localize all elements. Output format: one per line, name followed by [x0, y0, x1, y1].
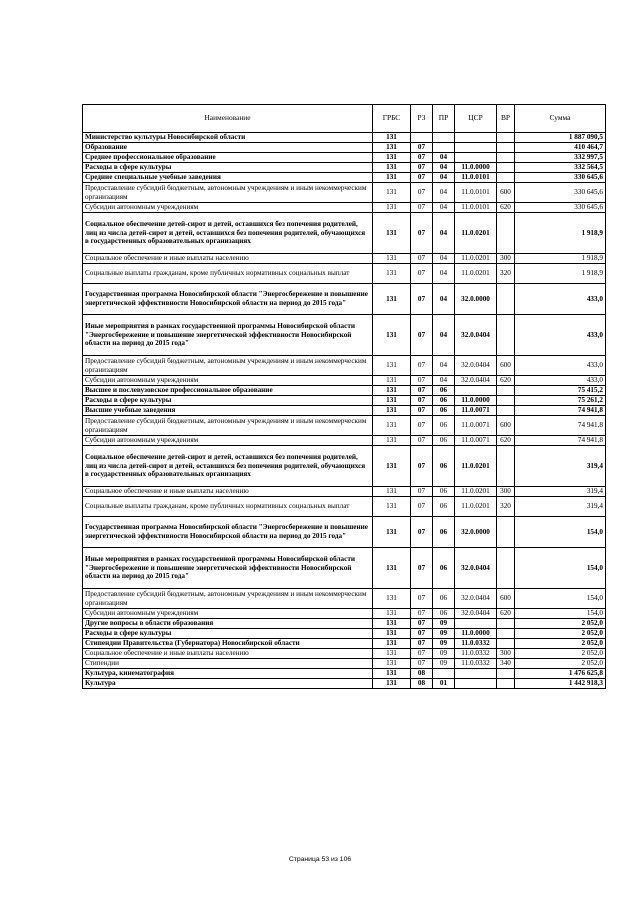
cell-vr: 620	[497, 203, 515, 213]
cell-grbs: 131	[373, 315, 411, 356]
cell-vr: 600	[497, 356, 515, 376]
cell-vr	[497, 679, 515, 689]
cell-grbs: 131	[373, 143, 411, 153]
cell-sum: 1 887 090,5	[515, 133, 606, 143]
cell-vr: 300	[497, 649, 515, 659]
cell-sum: 319,4	[515, 487, 606, 497]
table-header-row	[83, 105, 606, 133]
table-row	[83, 386, 606, 396]
cell-pr: 06	[433, 487, 455, 497]
cell-pr: 01	[433, 679, 455, 689]
cell-pr: 04	[433, 376, 455, 386]
cell-name: Государственная программа Новосибирской области "Энергосбережение и повышение энергетической эффективности Новосибирской области на период до 2015 года"	[83, 284, 373, 315]
cell-pr: 04	[433, 356, 455, 376]
cell-csr	[455, 133, 497, 143]
cell-grbs: 131	[373, 183, 411, 203]
cell-sum: 1 918,9	[515, 254, 606, 264]
cell-vr	[497, 639, 515, 649]
cell-vr	[497, 548, 515, 589]
header-name: Наименование	[83, 105, 373, 133]
cell-grbs: 131	[373, 548, 411, 589]
cell-sum: 75 415,2	[515, 386, 606, 396]
cell-grbs: 131	[373, 406, 411, 416]
cell-csr: 11.0.0201	[455, 254, 497, 264]
table-row	[83, 446, 606, 487]
table-row	[83, 254, 606, 264]
cell-grbs: 131	[373, 133, 411, 143]
cell-sum: 2 052,0	[515, 649, 606, 659]
cell-sum: 2 052,0	[515, 619, 606, 629]
cell-sum: 433,0	[515, 376, 606, 386]
cell-vr	[497, 406, 515, 416]
cell-rz: 07	[411, 376, 433, 386]
cell-sum: 74 941,8	[515, 416, 606, 436]
cell-sum: 1 442 918,3	[515, 679, 606, 689]
cell-grbs: 131	[373, 213, 411, 254]
cell-grbs: 131	[373, 619, 411, 629]
header-csr: ЦСР	[455, 105, 497, 133]
cell-rz: 07	[411, 183, 433, 203]
cell-sum: 154,0	[515, 609, 606, 619]
cell-sum: 1 918,9	[515, 264, 606, 284]
cell-grbs: 131	[373, 649, 411, 659]
cell-name: Государственная программа Новосибирской области "Энергосбережение и повышение энергетической эффективности Новосибирской области на период до 2015 года"	[83, 517, 373, 548]
cell-name: Министерство культуры Новосибирской области	[83, 133, 373, 143]
table-row	[83, 517, 606, 548]
cell-vr: 320	[497, 264, 515, 284]
cell-vr: 300	[497, 254, 515, 264]
table-row	[83, 163, 606, 173]
cell-pr	[433, 669, 455, 679]
cell-rz: 07	[411, 639, 433, 649]
cell-vr	[497, 133, 515, 143]
table-row	[83, 619, 606, 629]
cell-sum: 433,0	[515, 356, 606, 376]
cell-rz: 07	[411, 213, 433, 254]
cell-csr	[455, 679, 497, 689]
cell-grbs: 131	[373, 173, 411, 183]
cell-vr	[497, 386, 515, 396]
cell-vr: 620	[497, 436, 515, 446]
cell-pr: 06	[433, 396, 455, 406]
table-row	[83, 153, 606, 163]
cell-pr: 09	[433, 649, 455, 659]
cell-csr: 11.0.0201	[455, 264, 497, 284]
cell-pr: 09	[433, 629, 455, 639]
cell-name: Иные мероприятия в рамках государственной программы Новосибирской области "Энергосбережение и повышение энергетической эффективности Новосибирской области на период до 2015 года"	[83, 548, 373, 589]
cell-csr: 32.0.0404	[455, 609, 497, 619]
cell-vr	[497, 517, 515, 548]
cell-sum: 74 941,8	[515, 436, 606, 446]
cell-rz: 07	[411, 163, 433, 173]
cell-grbs: 131	[373, 203, 411, 213]
cell-vr: 620	[497, 609, 515, 619]
cell-grbs: 131	[373, 356, 411, 376]
cell-sum: 433,0	[515, 284, 606, 315]
cell-grbs: 131	[373, 386, 411, 396]
cell-rz: 08	[411, 669, 433, 679]
cell-sum: 2 052,0	[515, 629, 606, 639]
cell-sum: 433,0	[515, 315, 606, 356]
cell-pr: 04	[433, 203, 455, 213]
cell-csr: 11.0.0071	[455, 416, 497, 436]
cell-grbs: 131	[373, 254, 411, 264]
cell-csr: 32.0.0000	[455, 517, 497, 548]
cell-name: Предоставление субсидий бюджетным, автономным учреждениям и иным некоммерческим организациям	[83, 183, 373, 203]
cell-pr: 09	[433, 619, 455, 629]
cell-pr: 04	[433, 264, 455, 284]
cell-grbs: 131	[373, 446, 411, 487]
cell-rz: 07	[411, 659, 433, 669]
cell-vr: 340	[497, 659, 515, 669]
cell-sum: 154,0	[515, 548, 606, 589]
cell-vr	[497, 629, 515, 639]
cell-grbs: 131	[373, 669, 411, 679]
cell-csr: 32.0.0404	[455, 548, 497, 589]
table-row	[83, 649, 606, 659]
cell-sum: 154,0	[515, 517, 606, 548]
cell-csr: 11.0.0201	[455, 487, 497, 497]
cell-sum: 330 645,6	[515, 203, 606, 213]
cell-name: Предоставление субсидий бюджетным, автономным учреждениям и иным некоммерческим организациям	[83, 356, 373, 376]
cell-csr: 32.0.0000	[455, 284, 497, 315]
cell-sum: 332 564,5	[515, 163, 606, 173]
cell-vr: 300	[497, 487, 515, 497]
cell-vr	[497, 619, 515, 629]
cell-name: Субсидии автономным учреждениям	[83, 436, 373, 446]
cell-name: Социальные выплаты гражданам, кроме публичных нормативных социальных выплат	[83, 264, 373, 284]
cell-grbs: 131	[373, 487, 411, 497]
cell-pr: 09	[433, 639, 455, 649]
cell-grbs: 131	[373, 517, 411, 548]
table-row	[83, 143, 606, 153]
cell-name: Субсидии автономным учреждениям	[83, 609, 373, 619]
table-row	[83, 629, 606, 639]
cell-name: Другие вопросы в области образования	[83, 619, 373, 629]
cell-sum: 74 941,8	[515, 406, 606, 416]
cell-name: Средние специальные учебные заведения	[83, 173, 373, 183]
cell-vr: 600	[497, 589, 515, 609]
cell-rz: 07	[411, 609, 433, 619]
cell-pr: 04	[433, 153, 455, 163]
cell-rz: 07	[411, 254, 433, 264]
cell-rz: 07	[411, 649, 433, 659]
cell-pr: 04	[433, 254, 455, 264]
cell-sum: 75 261,2	[515, 396, 606, 406]
table-row	[83, 589, 606, 609]
header-vr: ВР	[497, 105, 515, 133]
cell-sum: 319,4	[515, 446, 606, 487]
cell-pr: 04	[433, 173, 455, 183]
cell-name: Предоставление субсидий бюджетным, автономным учреждениям и иным некоммерческим организациям	[83, 589, 373, 609]
cell-rz: 07	[411, 517, 433, 548]
cell-csr: 11.0.0000	[455, 163, 497, 173]
cell-vr	[497, 669, 515, 679]
cell-pr: 06	[433, 589, 455, 609]
cell-name: Социальное обеспечение детей-сирот и детей, оставшихся без попечения родителей, лиц из числа детей-сирот и детей, оставшихся без попечения родителей, обучающихся в государственных образовательных организациях	[83, 213, 373, 254]
header-pr: ПР	[433, 105, 455, 133]
cell-csr: 11.0.0201	[455, 213, 497, 254]
cell-vr	[497, 315, 515, 356]
table-row	[83, 213, 606, 254]
cell-pr: 04	[433, 315, 455, 356]
cell-name: Социальные выплаты гражданам, кроме публичных нормативных социальных выплат	[83, 497, 373, 517]
cell-csr: 32.0.0404	[455, 356, 497, 376]
cell-grbs: 131	[373, 264, 411, 284]
cell-pr: 04	[433, 284, 455, 315]
cell-grbs: 131	[373, 284, 411, 315]
cell-vr	[497, 213, 515, 254]
cell-csr: 32.0.0404	[455, 589, 497, 609]
cell-sum: 410 464,7	[515, 143, 606, 153]
cell-sum: 1 476 625,8	[515, 669, 606, 679]
cell-rz: 07	[411, 619, 433, 629]
table-row	[83, 315, 606, 356]
cell-name: Расходы в сфере культуры	[83, 163, 373, 173]
cell-csr: 11.0.0101	[455, 183, 497, 203]
cell-sum: 330 645,6	[515, 173, 606, 183]
cell-pr: 04	[433, 213, 455, 254]
cell-pr: 06	[433, 446, 455, 487]
cell-name: Предоставление субсидий бюджетным, автономным учреждениям и иным некоммерческим организациям	[83, 416, 373, 436]
cell-name: Образование	[83, 143, 373, 153]
table-row	[83, 548, 606, 589]
cell-name: Высшие учебные заведения	[83, 406, 373, 416]
table-row	[83, 416, 606, 436]
cell-rz: 07	[411, 143, 433, 153]
cell-name: Иные мероприятия в рамках государственной программы Новосибирской области "Энергосбережение и повышение энергетической эффективности Новосибирской области на период до 2015 года"	[83, 315, 373, 356]
cell-rz	[411, 133, 433, 143]
table-row	[83, 679, 606, 689]
cell-rz: 08	[411, 679, 433, 689]
cell-csr	[455, 669, 497, 679]
cell-csr: 11.0.0332	[455, 659, 497, 669]
cell-name: Стипендии	[83, 659, 373, 669]
cell-vr: 620	[497, 376, 515, 386]
cell-rz: 07	[411, 436, 433, 446]
cell-name: Субсидии автономным учреждениям	[83, 203, 373, 213]
cell-rz: 07	[411, 406, 433, 416]
cell-sum: 1 918,9	[515, 213, 606, 254]
cell-rz: 07	[411, 356, 433, 376]
cell-rz: 07	[411, 589, 433, 609]
header-sum: Сумма	[515, 105, 606, 133]
cell-grbs: 131	[373, 436, 411, 446]
table-row	[83, 203, 606, 213]
cell-csr	[455, 153, 497, 163]
cell-rz: 07	[411, 153, 433, 163]
table-row	[83, 639, 606, 649]
table-row	[83, 396, 606, 406]
header-rz: РЗ	[411, 105, 433, 133]
page-number: Страница 53 из 106	[288, 856, 352, 863]
cell-vr: 600	[497, 416, 515, 436]
cell-name: Стипендии Правительства (Губернатора) Новосибирской области	[83, 639, 373, 649]
table-row	[83, 669, 606, 679]
cell-rz: 07	[411, 416, 433, 436]
cell-sum: 2 052,0	[515, 639, 606, 649]
cell-pr: 04	[433, 183, 455, 203]
cell-rz: 07	[411, 487, 433, 497]
cell-vr: 600	[497, 183, 515, 203]
cell-csr: 11.0.0000	[455, 629, 497, 639]
table-row	[83, 183, 606, 203]
cell-name: Субсидии автономным учреждениям	[83, 376, 373, 386]
table-row	[83, 487, 606, 497]
cell-grbs: 131	[373, 609, 411, 619]
cell-grbs: 131	[373, 396, 411, 406]
table-row	[83, 356, 606, 376]
cell-vr	[497, 163, 515, 173]
cell-sum: 2 052,0	[515, 659, 606, 669]
cell-rz: 07	[411, 173, 433, 183]
cell-grbs: 131	[373, 589, 411, 609]
cell-grbs: 131	[373, 679, 411, 689]
cell-name: Расходы в сфере культуры	[83, 396, 373, 406]
cell-vr	[497, 396, 515, 406]
cell-csr: 11.0.0101	[455, 203, 497, 213]
cell-rz: 07	[411, 629, 433, 639]
cell-csr	[455, 143, 497, 153]
cell-csr: 11.0.0101	[455, 173, 497, 183]
cell-grbs: 131	[373, 153, 411, 163]
cell-rz: 07	[411, 315, 433, 356]
cell-name: Культура	[83, 679, 373, 689]
cell-pr: 04	[433, 163, 455, 173]
cell-pr: 06	[433, 517, 455, 548]
cell-grbs: 131	[373, 639, 411, 649]
table-row	[83, 436, 606, 446]
cell-csr: 11.0.0201	[455, 497, 497, 517]
cell-csr: 11.0.0071	[455, 406, 497, 416]
cell-name: Культура, кинематография	[83, 669, 373, 679]
table-row	[83, 264, 606, 284]
cell-vr	[497, 153, 515, 163]
cell-grbs: 131	[373, 416, 411, 436]
cell-name: Среднее профессиональное образование	[83, 153, 373, 163]
cell-pr	[433, 133, 455, 143]
cell-csr: 11.0.0201	[455, 446, 497, 487]
cell-sum: 332 997,5	[515, 153, 606, 163]
cell-csr: 11.0.0332	[455, 649, 497, 659]
cell-sum: 330 645,6	[515, 183, 606, 203]
cell-pr: 09	[433, 659, 455, 669]
cell-vr	[497, 446, 515, 487]
cell-csr	[455, 386, 497, 396]
cell-vr	[497, 284, 515, 315]
cell-rz: 07	[411, 203, 433, 213]
cell-grbs: 131	[373, 497, 411, 517]
cell-csr	[455, 619, 497, 629]
cell-pr: 06	[433, 436, 455, 446]
table-row	[83, 659, 606, 669]
cell-csr: 11.0.0332	[455, 639, 497, 649]
cell-rz: 07	[411, 548, 433, 589]
cell-rz: 07	[411, 264, 433, 284]
table-row	[83, 406, 606, 416]
cell-grbs: 131	[373, 163, 411, 173]
cell-rz: 07	[411, 284, 433, 315]
cell-pr: 06	[433, 386, 455, 396]
cell-sum: 319,4	[515, 497, 606, 517]
table-row	[83, 133, 606, 143]
cell-name: Социальное обеспечение и иные выплаты населению	[83, 487, 373, 497]
cell-grbs: 131	[373, 629, 411, 639]
cell-pr: 06	[433, 609, 455, 619]
table-row	[83, 173, 606, 183]
cell-vr	[497, 173, 515, 183]
cell-rz: 07	[411, 386, 433, 396]
table-row	[83, 284, 606, 315]
cell-csr: 32.0.0404	[455, 376, 497, 386]
cell-pr: 06	[433, 548, 455, 589]
cell-csr: 11.0.0071	[455, 436, 497, 446]
cell-grbs: 131	[373, 376, 411, 386]
cell-rz: 07	[411, 396, 433, 406]
cell-csr: 32.0.0404	[455, 315, 497, 356]
cell-csr: 11.0.0000	[455, 396, 497, 406]
cell-rz: 07	[411, 497, 433, 517]
cell-pr	[433, 143, 455, 153]
cell-name: Социальное обеспечение детей-сирот и детей, оставшихся без попечения родителей, лиц из числа детей-сирот и детей, оставшихся без попечения родителей, обучающихся в государственных образовательных организациях	[83, 446, 373, 487]
cell-vr	[497, 143, 515, 153]
header-grbs: ГРБС	[373, 105, 411, 133]
cell-pr: 06	[433, 416, 455, 436]
cell-name: Высшее и послевузовское профессиональное образование	[83, 386, 373, 396]
cell-name: Социальное обеспечение и иные выплаты населению	[83, 649, 373, 659]
cell-vr: 320	[497, 497, 515, 517]
cell-name: Социальное обеспечение и иные выплаты населению	[83, 254, 373, 264]
table-row	[83, 376, 606, 386]
table-row	[83, 497, 606, 517]
cell-name: Расходы в сфере культуры	[83, 629, 373, 639]
cell-grbs: 131	[373, 659, 411, 669]
table-body	[83, 133, 606, 689]
table-row	[83, 609, 606, 619]
cell-rz: 07	[411, 446, 433, 487]
cell-pr: 06	[433, 406, 455, 416]
budget-table	[82, 104, 606, 689]
cell-sum: 154,0	[515, 589, 606, 609]
cell-pr: 06	[433, 497, 455, 517]
